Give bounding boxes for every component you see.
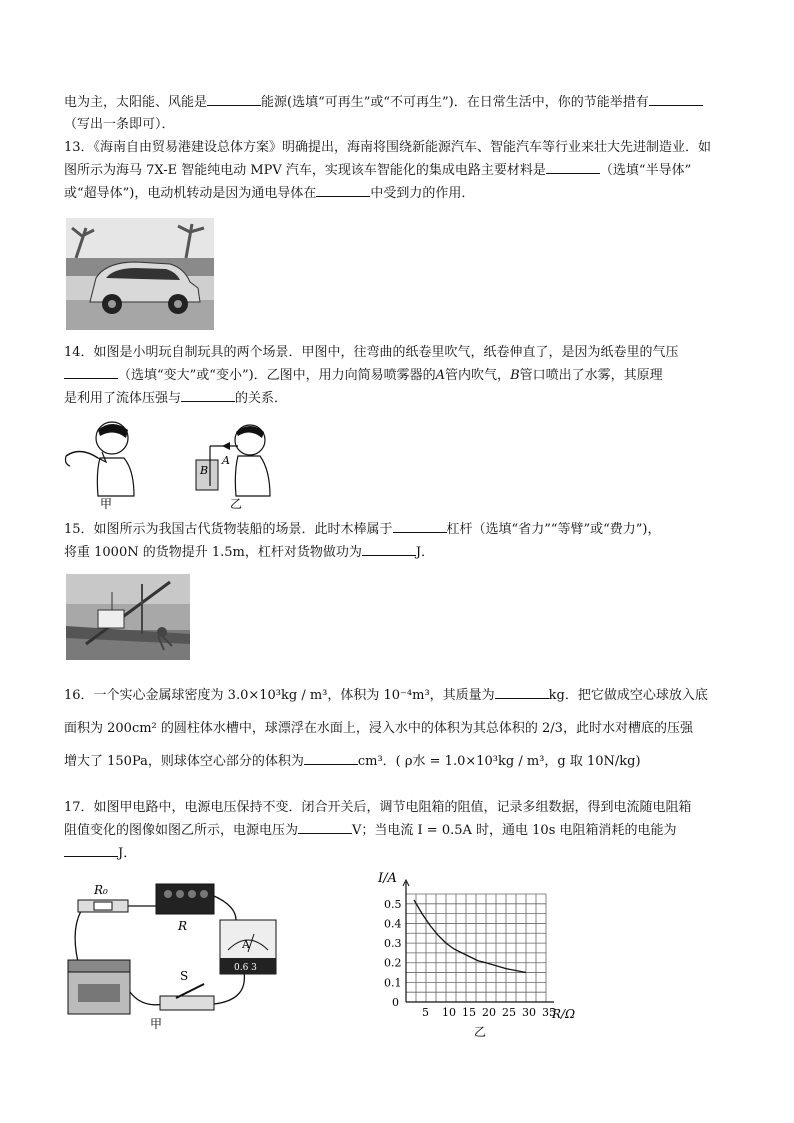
tube-b-label: B xyxy=(200,464,209,477)
figure-label-jia: 甲 xyxy=(100,497,113,511)
label-s: S xyxy=(180,969,189,983)
x-tick-label: 15 xyxy=(462,1006,476,1019)
blowing-toy-figure xyxy=(62,416,284,512)
y-tick-label: 0.2 xyxy=(384,956,402,970)
answer-blank[interactable] xyxy=(316,182,370,197)
question-15 xyxy=(64,518,740,564)
q14-label-b: B xyxy=(510,368,520,383)
series-line xyxy=(414,900,526,973)
question-17 xyxy=(64,797,740,865)
q13-text-3b: 中受到力的作用． xyxy=(370,186,475,201)
q14-text-2e: 管口喷出了水雾，其原理 xyxy=(519,368,663,383)
q15-text-1a: 15．如图所示为我国古代货物装船的场景．此时木棒属于 xyxy=(64,522,393,537)
car-photo xyxy=(66,218,214,330)
q12-text-2: （写出一条即可）． xyxy=(64,117,175,132)
ship-loading-picture xyxy=(66,574,190,660)
q14-text-2c: 管内吹气， xyxy=(445,368,511,383)
label-r0: R₀ xyxy=(94,883,108,897)
q15-text-1b: 杠杆（选填“省力”“等臂”或“费力”)， xyxy=(446,522,661,537)
chart-caption: 乙 xyxy=(474,1025,487,1039)
answer-blank[interactable] xyxy=(181,387,235,402)
y-tick-label: 0.3 xyxy=(384,937,402,951)
q17-text-1: 17．如图甲电路中，电源电压保持不变．闭合开关后，调节电阻箱的阻值，记录多组数据，得到电流随电阻箱 xyxy=(64,800,692,815)
x-tick-label: 20 xyxy=(482,1006,496,1019)
label-r: R xyxy=(178,919,188,933)
figure-label-jia: 甲 xyxy=(150,1017,163,1031)
q15-text-2b: J． xyxy=(415,545,435,560)
x-tick-label: 5 xyxy=(422,1006,429,1019)
question-16 xyxy=(64,679,740,778)
y-tick-label: 0.4 xyxy=(384,917,402,931)
q17-text-2b: V；当电流 I = 0.5A 时，通电 10s 电阻箱消耗的电能为 xyxy=(352,823,677,838)
answer-blank[interactable] xyxy=(649,91,703,106)
chart-series xyxy=(414,900,526,973)
answer-blank[interactable] xyxy=(64,364,118,379)
figure-label-yi: 乙 xyxy=(230,497,243,511)
q14-text-2a: （选填“变大”或“变小”)．乙图中，用力向简易喷雾器的 xyxy=(118,368,436,383)
y-tick-label: 0.5 xyxy=(384,897,402,911)
current-resistance-chart xyxy=(366,866,586,1046)
question-12-tail xyxy=(64,91,740,136)
q13-text-2b: （选填“半导体” xyxy=(599,163,692,178)
ammeter-symbol: A xyxy=(242,938,250,951)
answer-blank[interactable] xyxy=(207,91,261,106)
q14-text-1: 14．如图是小明玩自制玩具的两个场景．甲图中，往弯曲的纸卷里吹气，纸卷伸直了，是因为纸卷里的气压 xyxy=(64,345,679,360)
answer-blank[interactable] xyxy=(393,518,447,533)
answer-blank[interactable] xyxy=(304,750,358,765)
q13-text-1: 13．《海南自由贸易港建设总体方案》明确提出，海南将围绕新能源汽车、智能汽车等行业来壮大先进制造业．如 xyxy=(64,140,712,155)
q15-text-2a: 将重 1000N 的货物提升 1.5m，杠杆对货物做功为 xyxy=(64,545,362,560)
question-14 xyxy=(64,342,740,410)
ammeter-scale: 0.6 3 xyxy=(234,963,257,973)
q14-text-3b: 的关系． xyxy=(235,391,288,406)
q12-text-1b: 能源(选填“可再生”或“不可再生”)．在日常生活中，你的节能举措有 xyxy=(261,95,649,110)
x-axis-label: R/Ω xyxy=(552,1007,576,1021)
q16-text-1b: kg．把它做成空心球放入底 xyxy=(548,688,708,703)
q17-text-2a: 阻值变化的图像如图乙所示，电源电压为 xyxy=(64,823,299,838)
q16-text-1a: 16．一个实心金属球密度为 3.0×10³kg / m³，体积为 10⁻⁴m³，其质量为 xyxy=(64,688,495,703)
answer-blank[interactable] xyxy=(64,842,118,857)
q14-label-a: A xyxy=(435,368,446,383)
answer-blank[interactable] xyxy=(546,159,600,174)
circuit-figure xyxy=(64,866,300,1034)
q13-text-3a: 或“超导体”)，电动机转动是因为通电导体在 xyxy=(64,186,317,201)
q16-text-2: 面积为 200cm² 的圆柱体水槽中，球漂浮在水面上，浸入水中的体积为其总体积的 2/3，此时水对槽底的压强 xyxy=(64,721,693,736)
question-13 xyxy=(64,137,740,205)
x-tick-label: 30 xyxy=(522,1006,536,1019)
origin-label: 0 xyxy=(392,996,399,1009)
x-tick-label: 35 xyxy=(542,1006,556,1019)
q13-text-2a: 图所示为海马 7X-E 智能纯电动 MPV 汽车，实现该车智能化的集成电路主要材料是 xyxy=(64,163,546,178)
tube-a-label: A xyxy=(222,454,230,467)
chart-grid xyxy=(406,894,546,1002)
q17-text-3: J． xyxy=(118,846,137,861)
x-tick-label: 10 xyxy=(442,1006,456,1019)
answer-blank[interactable] xyxy=(495,684,549,699)
q16-text-3a: 增大了 150Pa，则球体空心部分的体积为 xyxy=(64,754,304,769)
x-tick-label: 25 xyxy=(502,1006,516,1019)
y-tick-label: 0.1 xyxy=(384,976,402,990)
y-axis-label: I/A xyxy=(378,871,397,886)
answer-blank[interactable] xyxy=(362,541,416,556)
q14-text-3a: 是利用了流体压强与 xyxy=(64,391,182,406)
chart-ticks xyxy=(384,898,556,1019)
answer-blank[interactable] xyxy=(298,819,352,834)
q12-text-1a: 电为主，太阳能、风能是 xyxy=(64,95,208,110)
q16-text-3b: cm³．( ρ水 = 1.0×10³kg / m³，g 取 10N/kg) xyxy=(357,754,641,769)
